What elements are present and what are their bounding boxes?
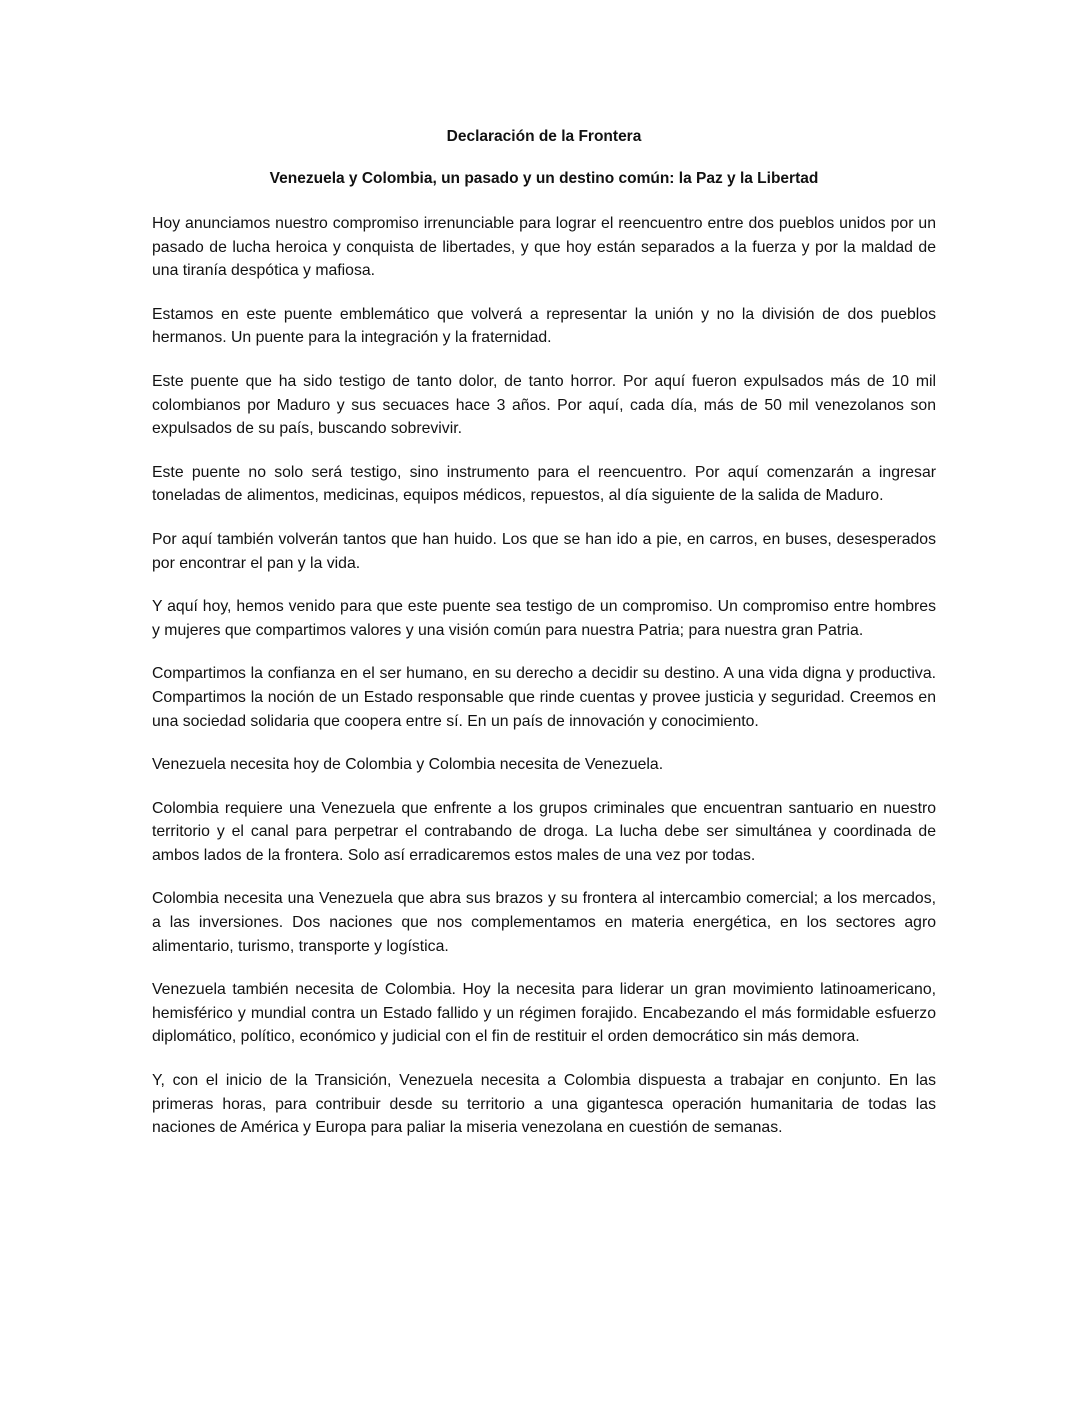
paragraph-9: Colombia requiere una Venezuela que enfrente a los grupos criminales que encuentran santuario en nuestro territorio y el canal para perpetrar el contrabando de droga. La lucha debe ser simultánea y coordinada de ambos lados de la frontera. Solo así erradicaremos estos males de una vez por todas. bbox=[152, 799, 936, 864]
paragraph-3: Este puente que ha sido testigo de tanto dolor, de tanto horror. Por aquí fueron expulsados más de 10 mil colombianos por Maduro y sus secuaces hace 3 años. Por aquí, cada día, más de 50 mil venezolanos son expulsados de su país, buscando sobrevivir. bbox=[152, 372, 936, 438]
paragraph-12: Y, con el inicio de la Transición, Venezuela necesita a Colombia dispuesta a trabajar en conjunto. En las primeras horas, para contribuir desde su territorio a una gigantesca operación humanitaria de todas las naciones de América y Europa para paliar la miseria venezolana en cuestión de semanas. bbox=[152, 1072, 936, 1137]
paragraph-8: Venezuela necesita hoy de Colombia y Colombia necesita de Venezuela. bbox=[152, 756, 664, 774]
document-title: Declaración de la Frontera bbox=[446, 128, 642, 145]
paragraph-2: Estamos en este puente emblemático que volverá a representar la unión y no la división de dos pueblos hermanos. Un puente para la integración y la fraternidad. bbox=[152, 305, 936, 347]
paragraph-4: Este puente no solo será testigo, sino instrumento para el reencuentro. Por aquí comenzarán a ingresar toneladas de alimentos, medicinas, equipos médicos, repuestos, al día siguiente de la salida de Maduro. bbox=[152, 463, 936, 505]
paragraph-1: Hoy anunciamos nuestro compromiso irrenunciable para lograr el reencuentro entre dos pueblos unidos por un pasado de lucha heroica y conquista de libertades, y que hoy están separados a la fuerza y por la maldad de una tiranía despótica y mafiosa. bbox=[152, 215, 936, 280]
paragraph-11: Venezuela también necesita de Colombia. Hoy la necesita para liderar un gran movimiento latinoamericano, hemisférico y mundial contra un Estado fallido y un régimen forajido. Encabezando el más formidable esfuerzo diplomático, político, económico y judicial con el fin de restituir el orden democrático sin más demora. bbox=[152, 981, 936, 1046]
paragraph-7: Compartimos la confianza en el ser humano, en su derecho a decidir su destino. A una vida digna y productiva. Compartimos la noción de un Estado responsable que rinde cuentas y provee justicia y seguridad. Creemos en una sociedad solidaria que coopera entre sí. En un país de innovación y conocimiento. bbox=[152, 665, 936, 730]
document-content bbox=[152, 126, 936, 1160]
document-subtitle: Venezuela y Colombia, un pasado y un destino común: la Paz y la Libertad bbox=[269, 170, 819, 187]
paragraph-6: Y aquí hoy, hemos venido para que este puente sea testigo de un compromiso. Un compromiso entre hombres y mujeres que compartimos valores y una visión común para nuestra Patria; para nuestra gran Patria. bbox=[152, 598, 936, 639]
paragraph-5: Por aquí también volverán tantos que han huido. Los que se han ido a pie, en carros, en buses, desesperados por encontrar el pan y la vida. bbox=[152, 530, 936, 572]
paragraph-10: Colombia necesita una Venezuela que abra sus brazos y su frontera al intercambio comercial; a los mercados, a las inversiones. Dos naciones que nos complementamos en materia energética, en los sectores agro alimentario, turismo, transporte y logística. bbox=[152, 890, 936, 955]
document-body bbox=[152, 212, 936, 1140]
